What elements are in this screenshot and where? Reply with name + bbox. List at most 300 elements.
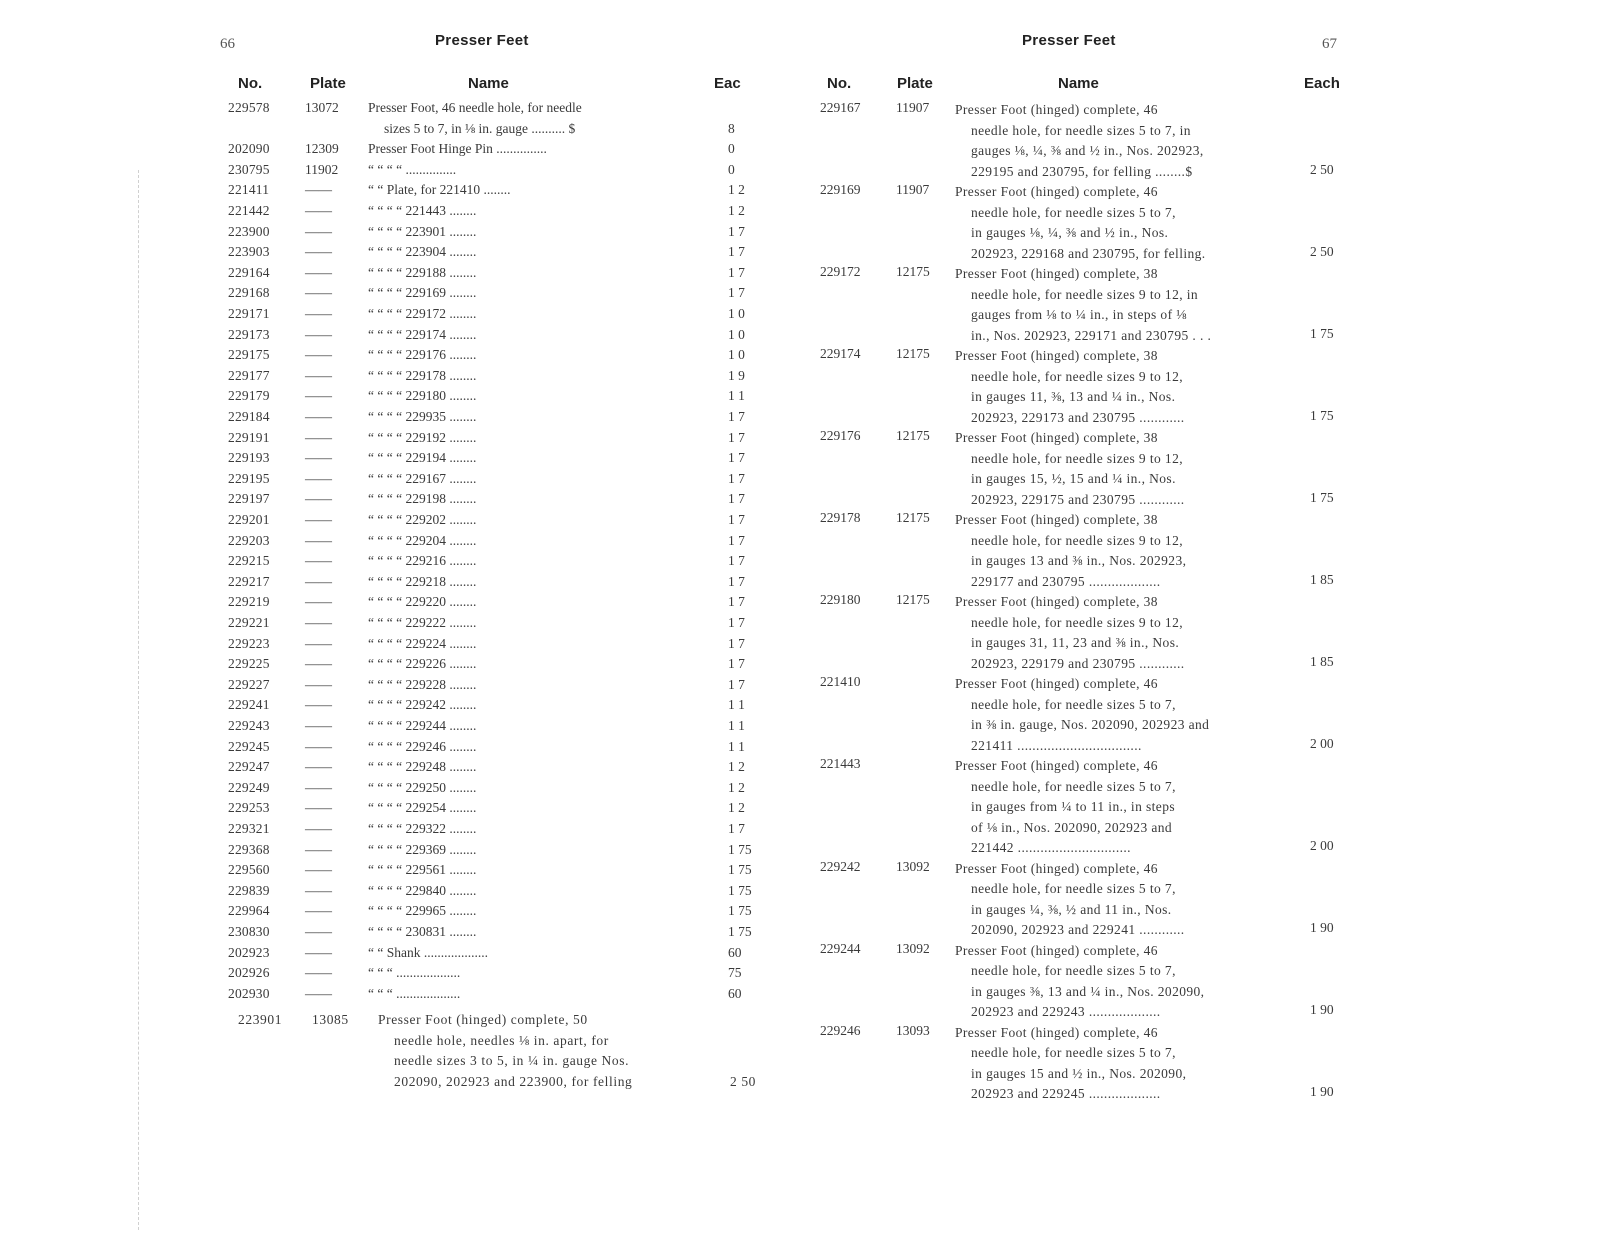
item-price: 1 0 (728, 326, 745, 342)
item-number: 229225 (228, 656, 270, 672)
plate-number: —— (305, 409, 332, 424)
item-description-line: needle hole, for needle sizes 9 to 12, (971, 450, 1184, 466)
item-price: 1 7 (728, 470, 745, 486)
item-price: 1 1 (728, 718, 745, 733)
plate-number: 13085 (312, 1012, 349, 1028)
item-number: 202090 (228, 141, 270, 157)
item-number: 230830 (228, 924, 270, 939)
item-number: 229164 (228, 264, 270, 280)
plate-number: —— (305, 264, 332, 280)
header-name: Name (468, 75, 509, 92)
page-title: Presser Feet (1022, 32, 1116, 49)
plate-number: 11902 (305, 161, 339, 177)
item-description (955, 1023, 1295, 1105)
item-name: “ “ “ “ 229180 ........ (368, 388, 477, 404)
plate-number: —— (305, 203, 332, 218)
item-description (955, 182, 1295, 264)
item-number: 229173 (228, 326, 270, 342)
item-price: 1 7 (728, 429, 745, 445)
item-description (955, 100, 1295, 182)
item-price: 1 7 (728, 676, 745, 692)
plate-number: —— (305, 635, 332, 651)
item-price: 1 75 (728, 882, 752, 898)
item-price: 1 7 (728, 244, 745, 260)
item-name: “ “ “ “ 223901 ........ (368, 223, 477, 239)
item-price: 1 90 (1310, 920, 1334, 935)
item-number: 229368 (228, 841, 270, 857)
item-description-line: in gauges 13 and ⅜ in., Nos. 202923, (971, 553, 1187, 568)
item-name: “ “ “ “ 229369 ........ (368, 841, 477, 857)
header-each: Eac (714, 75, 741, 92)
item-number: 230795 (228, 161, 270, 177)
plate-number: —— (305, 450, 332, 466)
item-description (955, 674, 1295, 756)
plate-number: —— (305, 882, 332, 898)
header-no: No. (238, 75, 263, 92)
item-price: 2 50 (1310, 243, 1334, 259)
item-name: “ “ “ “ 229172 ........ (368, 306, 477, 321)
item-description (955, 756, 1295, 859)
plate-number: 11907 (896, 182, 930, 197)
page-number: 67 (1322, 36, 1337, 52)
plate-number: —— (305, 182, 332, 198)
item-number: 229168 (228, 285, 270, 301)
item-number: 229246 (820, 1022, 861, 1038)
item-price: 1 1 (728, 738, 745, 754)
plate-number: 12175 (896, 346, 930, 361)
item-description-line: in gauges 11, ⅜, 13 and ¼ in., Nos. (971, 389, 1176, 404)
table-row (0, 903, 790, 923)
item-description-line: 202090, 202923 and 223900, for felling (394, 1073, 633, 1089)
item-number: 229184 (228, 409, 270, 424)
item-number: 229167 (820, 100, 861, 115)
item-description-line: Presser Foot (hinged) complete, 46 (955, 758, 1158, 773)
item-description-line: in gauges 31, 11, 23 and ⅜ in., Nos. (971, 635, 1180, 650)
table-row (0, 800, 790, 820)
item-name: “ “ “ “ 229226 ........ (368, 656, 477, 672)
item-description-line: in gauges 15, ½, 15 and ¼ in., Nos. (971, 471, 1176, 486)
item-name: Presser Foot, 46 needle hole, for needle (368, 100, 582, 115)
table-row (0, 512, 790, 532)
table-row (0, 306, 790, 326)
item-number: 229203 (228, 532, 270, 548)
item-name: Presser Foot Hinge Pin ............... (368, 141, 547, 157)
item-price: 1 7 (728, 264, 745, 280)
table-row (0, 327, 790, 347)
item-name: “ “ “ “ 229248 ........ (368, 759, 477, 775)
table-row (0, 945, 790, 965)
item-number: 229191 (228, 429, 270, 445)
header-each: Each (1304, 75, 1340, 92)
plate-number: —— (305, 347, 332, 363)
plate-number: —— (305, 821, 332, 836)
item-description-line: 202923, 229173 and 230795 ............ (971, 409, 1185, 425)
plate-number: —— (305, 223, 332, 239)
item-price: 1 1 (728, 388, 745, 404)
page-title: Presser Feet (435, 32, 529, 49)
item-description (955, 346, 1295, 428)
item-name: “ “ “ “ 229178 ........ (368, 367, 477, 383)
table-row (0, 697, 790, 717)
item-number: 229223 (228, 635, 270, 651)
item-description-line: Presser Foot (hinged) complete, 38 (955, 430, 1158, 445)
item-description-line: needle hole, for needle sizes 5 to 7, (971, 204, 1176, 220)
item-description-line: in gauges from ¼ to 11 in., in steps (971, 799, 1176, 814)
item-price: 1 2 (728, 182, 745, 198)
item-price: 1 7 (728, 532, 745, 548)
plate-number: 13072 (305, 100, 339, 115)
item-number: 202926 (228, 965, 270, 981)
item-name: “ “ “ “ 229194 ........ (368, 450, 477, 466)
item-description-line: 229195 and 230795, for felling ........$ (971, 163, 1193, 179)
item-description-line: in gauges 15 and ½ in., Nos. 202090, (971, 1065, 1187, 1081)
item-description-line: 221411 ................................. (971, 737, 1142, 753)
item-name: “ “ Shank ................... (368, 944, 488, 960)
plate-number: —— (305, 759, 332, 775)
plate-number: 12309 (305, 141, 339, 157)
plate-number: —— (305, 388, 332, 404)
item-description-line: needle hole, for needle sizes 9 to 12, (971, 368, 1184, 384)
plate-number: —— (305, 615, 332, 630)
item-description (955, 264, 1295, 346)
item-description-line: Presser Foot (hinged) complete, 46 (955, 184, 1158, 199)
plate-number: —— (305, 718, 332, 733)
item-name: “ “ “ “ 229322 ........ (368, 821, 477, 836)
table-row (0, 430, 790, 450)
item-description-line: 202090, 202923 and 229241 ............ (971, 922, 1185, 937)
item-name: “ “ “ “ 229169 ........ (368, 285, 477, 301)
item-number: 221410 (820, 674, 861, 689)
item-price: 8 (728, 120, 735, 136)
item-name: “ “ “ ................... (368, 985, 461, 1001)
item-number: 229195 (228, 470, 270, 486)
table-row (0, 347, 790, 367)
item-number: 229172 (820, 264, 861, 279)
item-description-line: needle hole, for needle sizes 5 to 7, (971, 696, 1176, 712)
item-number: 229174 (820, 346, 861, 361)
item-description-line: in gauges ⅜, 13 and ¼ in., Nos. 202090, (971, 983, 1205, 999)
item-name: “ “ “ “ 229176 ........ (368, 347, 477, 363)
table-row (0, 409, 790, 429)
table-row (0, 759, 790, 779)
item-name: “ “ “ “ 223904 ........ (368, 244, 477, 260)
table-row (0, 450, 790, 470)
right-page (800, 0, 1600, 1237)
item-price: 1 75 (728, 862, 752, 878)
table-row (0, 285, 790, 305)
item-number: 202923 (228, 944, 270, 960)
table-row (0, 615, 790, 635)
item-number: 202930 (228, 985, 270, 1001)
plate-number: —— (305, 697, 332, 713)
item-price: 1 85 (1310, 653, 1334, 669)
item-description-line: in ⅜ in. gauge, Nos. 202090, 202923 and (971, 717, 1210, 732)
item-price: 1 7 (728, 635, 745, 651)
table-row (0, 842, 790, 862)
item-description-line: in., Nos. 202923, 229171 and 230795 . . . (971, 327, 1212, 343)
item-number: 229175 (228, 347, 270, 363)
plate-number: —— (305, 326, 332, 342)
item-description-line: in gauges ¼, ⅜, ½ and 11 in., Nos. (971, 901, 1172, 917)
item-price: 1 90 (1310, 1002, 1334, 1017)
item-price: 75 (728, 965, 742, 981)
item-name: “ “ “ “ 229174 ........ (368, 326, 477, 342)
item-price: 1 75 (1310, 407, 1334, 423)
item-name: “ “ “ “ 229561 ........ (368, 862, 477, 878)
item-description (955, 941, 1295, 1023)
item-price: 2 50 (1310, 161, 1334, 177)
item-name: “ “ “ “ 229167 ........ (368, 470, 477, 486)
item-name: “ “ “ “ 229188 ........ (368, 264, 477, 280)
plate-number: 13092 (896, 858, 930, 874)
item-name: “ “ Plate, for 221410 ........ (368, 182, 511, 198)
table-row (0, 780, 790, 800)
item-number: 229578 (228, 100, 270, 115)
table-row (0, 739, 790, 759)
item-price: 1 7 (728, 450, 745, 466)
table-row (0, 244, 790, 264)
item-number: 229169 (820, 182, 861, 197)
item-description-line: 202923, 229175 and 230795 ............ (971, 491, 1185, 507)
item-number: 223901 (238, 1012, 283, 1028)
item-description-line: Presser Foot (hinged) complete, 46 (955, 860, 1158, 876)
item-description-line: needle hole, for needle sizes 5 to 7, (971, 881, 1176, 896)
item-number: 229321 (228, 821, 270, 836)
item-name: “ “ “ ................... (368, 965, 461, 981)
item-price: 2 00 (1310, 735, 1334, 751)
plate-number: —— (305, 656, 332, 672)
plate-number: —— (305, 367, 332, 383)
item-price: 2 50 (730, 1073, 757, 1089)
item-number: 229171 (228, 306, 270, 321)
scan-edge-marks (138, 170, 141, 1230)
item-price: 1 7 (728, 573, 745, 589)
plate-number: —— (305, 985, 332, 1001)
item-price: 2 00 (1310, 838, 1334, 853)
plate-number: —— (305, 512, 332, 527)
item-name: “ “ “ “ ............... (368, 161, 457, 177)
item-description-line: needle hole, for needle sizes 5 to 7, (971, 963, 1176, 978)
plate-number: —— (305, 738, 332, 754)
item-price: 1 2 (728, 800, 745, 816)
plate-number: —— (305, 862, 332, 878)
plate-number: —— (305, 944, 332, 960)
plate-number: —— (305, 244, 332, 260)
item-number: 229221 (228, 615, 270, 630)
item-price: 1 75 (728, 924, 752, 939)
item-price: 1 75 (1310, 325, 1334, 341)
item-description-line: gauges from ⅛ to ¼ in., in steps of ⅛ (971, 307, 1187, 322)
item-price: 60 (728, 944, 742, 960)
item-price: 0 (728, 141, 735, 157)
item-price: 1 2 (728, 759, 745, 775)
item-price: 1 7 (728, 409, 745, 424)
item-price: 1 1 (728, 697, 745, 713)
item-price: 1 7 (728, 656, 745, 672)
item-number: 221442 (228, 203, 270, 218)
item-name: “ “ “ “ 229224 ........ (368, 635, 477, 651)
item-name: “ “ “ “ 229244 ........ (368, 718, 477, 733)
plate-number: —— (305, 903, 332, 919)
table-row (0, 677, 790, 697)
item-number: 221443 (820, 756, 861, 771)
item-number: 229253 (228, 800, 270, 816)
table-row (0, 100, 790, 120)
item-name: “ “ “ “ 229250 ........ (368, 779, 477, 795)
item-name: “ “ “ “ 229204 ........ (368, 532, 477, 548)
plate-number: —— (305, 532, 332, 548)
table-row (0, 924, 790, 944)
table-row (0, 862, 790, 882)
plate-number: —— (305, 924, 332, 939)
item-name: “ “ “ “ 229254 ........ (368, 800, 477, 816)
item-price: 1 0 (728, 347, 745, 363)
table-row (0, 636, 790, 656)
plate-number: 12175 (896, 428, 930, 443)
item-number: 229215 (228, 553, 270, 569)
item-name: “ “ “ “ 229965 ........ (368, 903, 477, 919)
table-row (0, 224, 790, 244)
item-number: 223900 (228, 223, 270, 239)
item-number: 229197 (228, 491, 270, 507)
item-description-line: Presser Foot (hinged) complete, 46 (955, 676, 1158, 691)
item-name: “ “ “ “ 229228 ........ (368, 676, 477, 692)
table-row (0, 594, 790, 614)
table-row (0, 368, 790, 388)
plate-number: 13093 (896, 1022, 930, 1038)
item-price: 1 9 (728, 367, 745, 383)
item-number: 229217 (228, 573, 270, 589)
item-price: 1 90 (1310, 1084, 1334, 1099)
table-row (0, 656, 790, 676)
item-price: 1 2 (728, 203, 745, 218)
item-description-line: needle hole, for needle sizes 5 to 7, (971, 778, 1176, 794)
item-number: 229219 (228, 594, 270, 610)
item-name: “ “ “ “ 229216 ........ (368, 553, 477, 569)
item-price: 1 2 (728, 779, 745, 795)
item-description-line: Presser Foot (hinged) complete, 38 (955, 594, 1158, 609)
item-description-line: Presser Foot (hinged) complete, 38 (955, 512, 1158, 527)
item-description-line: 229177 and 230795 ................... (971, 573, 1161, 589)
plate-number: —— (305, 285, 332, 301)
plate-number: 13092 (896, 940, 930, 956)
item-number: 229244 (820, 940, 861, 956)
item-number: 229177 (228, 367, 270, 383)
item-number: 229193 (228, 450, 270, 466)
item-description-line: 221442 .............................. (971, 840, 1131, 855)
plate-number: 12175 (896, 592, 930, 607)
item-description (955, 510, 1295, 592)
item-price: 1 7 (728, 223, 745, 239)
item-description (955, 859, 1295, 941)
header-plate: Plate (310, 75, 346, 92)
header-plate: Plate (897, 75, 933, 92)
item-description-line: Presser Foot (hinged) complete, 46 (955, 1024, 1158, 1040)
item-description-line: needle hole, for needle sizes 9 to 12, in (971, 286, 1199, 302)
item-price: 0 (728, 161, 735, 177)
table-row (0, 718, 790, 738)
table-row (0, 388, 790, 408)
plate-number: —— (305, 429, 332, 445)
item-number: 229964 (228, 903, 270, 919)
item-number: 229247 (228, 759, 270, 775)
plate-number: 12175 (896, 510, 930, 525)
item-description-line: Presser Foot (hinged) complete, 38 (955, 348, 1158, 363)
table-row (0, 986, 790, 1006)
item-name: “ “ “ “ 229242 ........ (368, 697, 477, 713)
item-number: 229178 (820, 510, 861, 525)
item-price: 1 0 (728, 306, 745, 321)
table-row (0, 162, 790, 182)
plate-number: —— (305, 800, 332, 816)
item-description-line: of ⅛ in., Nos. 202090, 202923 and (971, 819, 1173, 835)
item-description-line: 202923 and 229245 ................... (971, 1086, 1161, 1101)
item-number: 229241 (228, 697, 270, 713)
item-description-line: Presser Foot (hinged) complete, 46 (955, 102, 1158, 117)
plate-number: —— (305, 470, 332, 486)
table-row (0, 203, 790, 223)
item-description-line: needle hole, for needle sizes 9 to 12, (971, 614, 1184, 630)
item-name: “ “ “ “ 229840 ........ (368, 882, 477, 898)
item-name: “ “ “ “ 229202 ........ (368, 512, 477, 527)
table-row (0, 533, 790, 553)
plate-number: —— (305, 553, 332, 569)
item-price: 1 7 (728, 594, 745, 610)
item-description-line: Presser Foot (hinged) complete, 46 (955, 942, 1158, 958)
item-description-line: needle hole, for needle sizes 5 to 7, in (971, 122, 1191, 138)
item-name: “ “ “ “ 229222 ........ (368, 615, 477, 630)
item-price: 1 7 (728, 615, 745, 630)
item-number: 229249 (228, 779, 270, 795)
left-page (0, 0, 790, 1237)
table-row (0, 491, 790, 511)
item-name: “ “ “ “ 229220 ........ (368, 594, 477, 610)
item-description (955, 592, 1295, 674)
table-row (0, 965, 790, 985)
item-number: 229176 (820, 428, 861, 443)
item-number: 229179 (228, 388, 270, 404)
item-name: “ “ “ “ 221443 ........ (368, 203, 477, 218)
table-row (0, 574, 790, 594)
item-number: 221411 (228, 182, 270, 198)
table-row (0, 121, 790, 141)
item-price: 1 75 (728, 841, 752, 857)
item-description-line: 202923, 229168 and 230795, for felling. (971, 245, 1206, 261)
item-number: 229243 (228, 718, 270, 733)
table-row (0, 553, 790, 573)
plate-number: 11907 (896, 100, 930, 115)
plate-number: —— (305, 779, 332, 795)
table-row (0, 883, 790, 903)
plate-number: 12175 (896, 264, 930, 279)
item-description-line: 202923, 229179 and 230795 ............ (971, 655, 1185, 671)
header-name: Name (1058, 75, 1099, 92)
item-name: “ “ “ “ 229218 ........ (368, 573, 477, 589)
item-description-line: needle hole, for needle sizes 9 to 12, (971, 532, 1184, 548)
item-name: “ “ “ “ 229192 ........ (368, 429, 477, 445)
item-name: “ “ “ “ 230831 ........ (368, 924, 477, 939)
item-name: “ “ “ “ 229198 ........ (368, 491, 477, 507)
table-row (0, 182, 790, 202)
item-price: 1 7 (728, 512, 745, 527)
item-number: 229227 (228, 676, 270, 692)
item-price: 1 7 (728, 821, 745, 836)
item-price: 1 75 (1310, 489, 1334, 505)
item-number: 229245 (228, 738, 270, 754)
item-description-line: Presser Foot (hinged) complete, 38 (955, 266, 1158, 281)
item-price: 1 85 (1310, 571, 1334, 587)
item-description-line: Presser Foot (hinged) complete, 50 (378, 1012, 588, 1028)
